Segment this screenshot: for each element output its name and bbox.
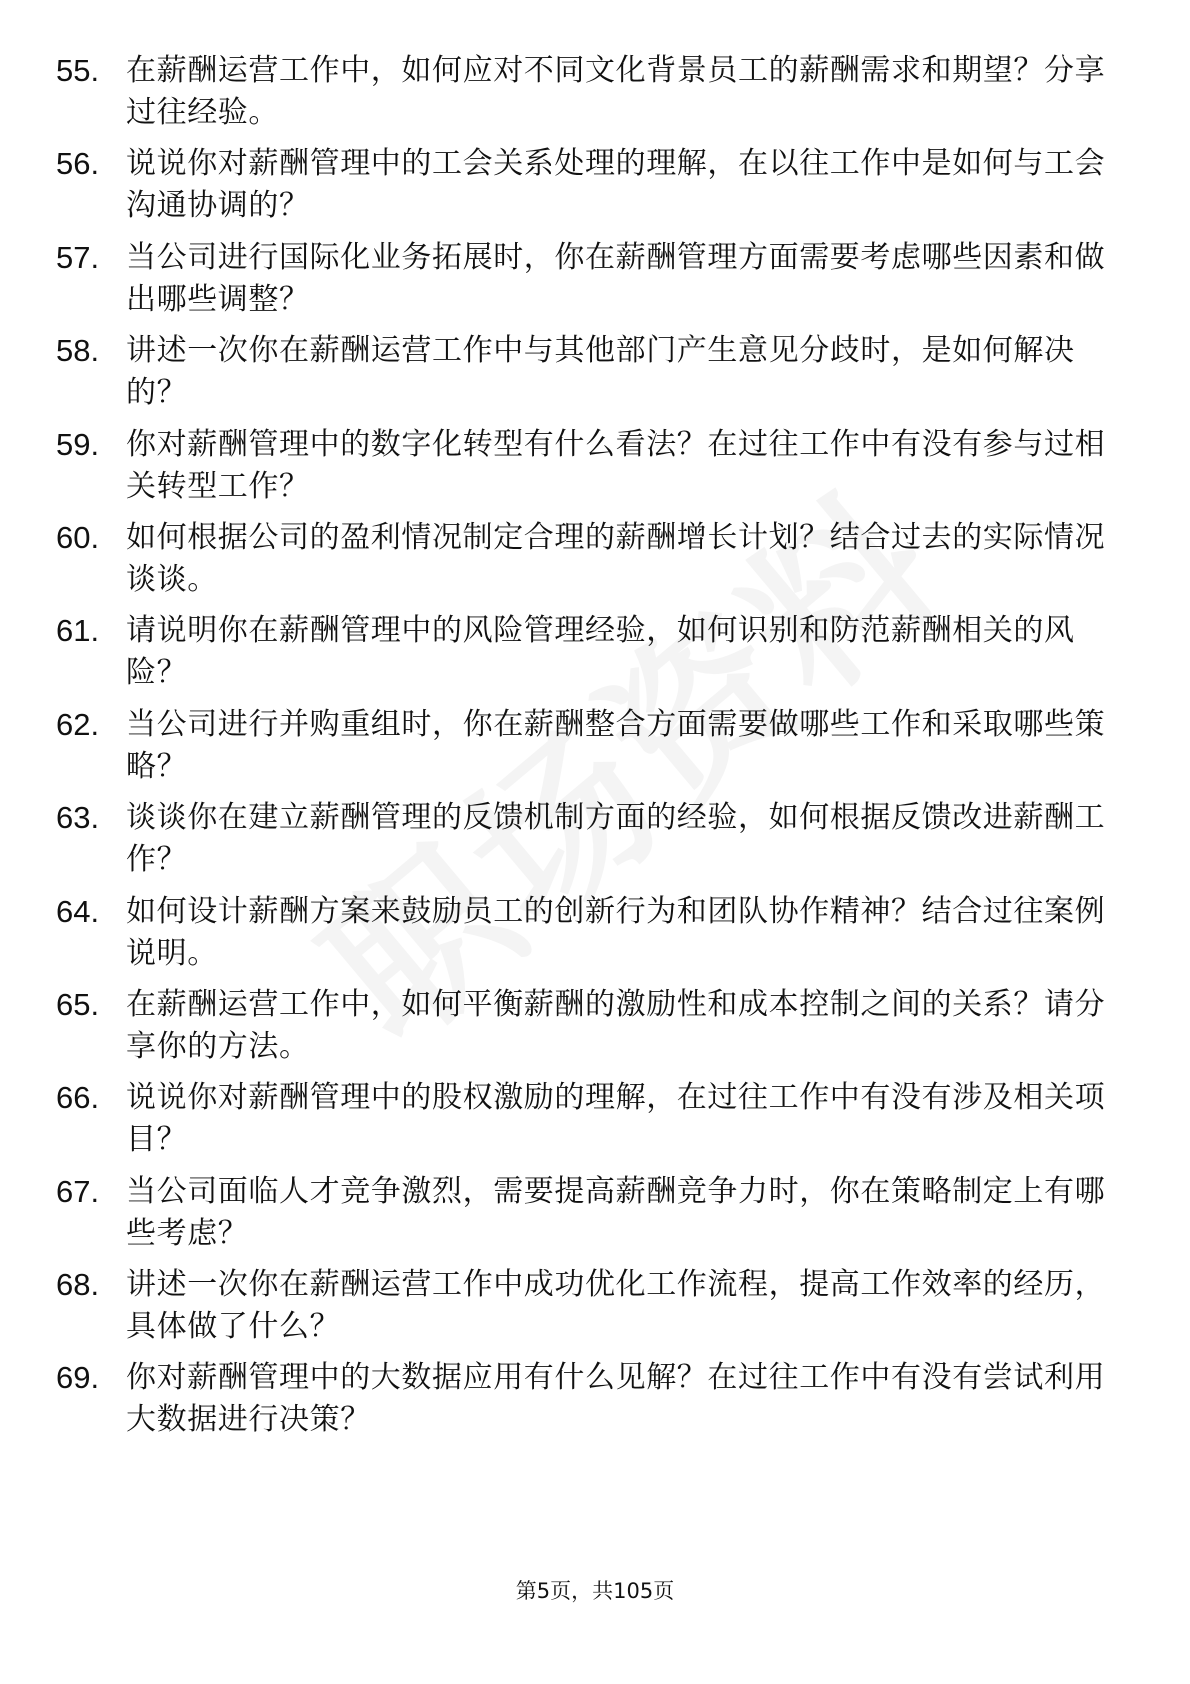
- question-number: 58.: [56, 333, 100, 369]
- question-text: 当公司面临人才竞争激烈，需要提高薪酬竞争力时，你在策略制定上有哪些考虑？: [126, 1173, 1106, 1251]
- question-item: [56, 1077, 1116, 1170]
- question-number: 63.: [56, 800, 100, 836]
- question-number: 59.: [56, 426, 100, 462]
- question-number: 64.: [56, 893, 100, 929]
- question-item: [56, 330, 1116, 423]
- question-item: [56, 517, 1116, 610]
- question-text: 你对薪酬管理中的大数据应用有什么见解？在过往工作中有没有尝试利用大数据进行决策？: [126, 1360, 1106, 1438]
- question-number: 57.: [56, 239, 100, 275]
- page-footer: [0, 1578, 1190, 1604]
- question-number: 60.: [56, 519, 100, 555]
- question-item: [56, 891, 1116, 984]
- question-text: 讲述一次你在薪酬运营工作中与其他部门产生意见分歧时，是如何解决的？: [126, 333, 1075, 411]
- question-number: 68.: [56, 1267, 100, 1303]
- question-number: 69.: [56, 1360, 100, 1396]
- question-number: 65.: [56, 986, 100, 1022]
- question-number: 67.: [56, 1173, 100, 1209]
- question-item: [56, 50, 1116, 143]
- question-item: [56, 797, 1116, 890]
- question-text: 说说你对薪酬管理中的工会关系处理的理解，在以往工作中是如何与工会沟通协调的？: [126, 146, 1106, 224]
- question-text: 说说你对薪酬管理中的股权激励的理解，在过往工作中有没有涉及相关项目？: [126, 1080, 1106, 1158]
- question-number: 66.: [56, 1080, 100, 1116]
- question-text: 当公司进行国际化业务拓展时，你在薪酬管理方面需要考虑哪些因素和做出哪些调整？: [126, 239, 1106, 317]
- question-item: [56, 610, 1116, 703]
- question-item: [56, 424, 1116, 517]
- question-text: 如何设计薪酬方案来鼓励员工的创新行为和团队协作精神？结合过往案例说明。: [126, 893, 1106, 971]
- question-text: 谈谈你在建立薪酬管理的反馈机制方面的经验，如何根据反馈改进薪酬工作？: [126, 800, 1106, 878]
- question-item: [56, 1357, 1116, 1450]
- question-item: [56, 1264, 1116, 1357]
- question-text: 在薪酬运营工作中，如何应对不同文化背景员工的薪酬需求和期望？分享过往经验。: [126, 53, 1106, 130]
- question-item: [56, 1171, 1116, 1264]
- question-text: 当公司进行并购重组时，你在薪酬整合方面需要做哪些工作和采取哪些策略？: [126, 706, 1106, 784]
- question-number: 61.: [56, 613, 100, 649]
- question-number: 56.: [56, 146, 100, 182]
- question-item: [56, 704, 1116, 797]
- page-number-label: 第5页，共105页: [515, 1579, 675, 1603]
- question-list: [56, 50, 1116, 1451]
- question-text: 讲述一次你在薪酬运营工作中成功优化工作流程，提高工作效率的经历，具体做了什么？: [126, 1267, 1106, 1345]
- question-item: [56, 984, 1116, 1077]
- question-number: 62.: [56, 706, 100, 742]
- question-item: [56, 237, 1116, 330]
- question-text: 在薪酬运营工作中，如何平衡薪酬的激励性和成本控制之间的关系？请分享你的方法。: [126, 986, 1106, 1064]
- question-text: 请说明你在薪酬管理中的风险管理经验，如何识别和防范薪酬相关的风险？: [126, 613, 1075, 691]
- question-item: [56, 143, 1116, 236]
- question-text: 你对薪酬管理中的数字化转型有什么看法？在过往工作中有没有参与过相关转型工作？: [126, 426, 1106, 504]
- question-number: 55.: [56, 53, 100, 88]
- question-text: 如何根据公司的盈利情况制定合理的薪酬增长计划？结合过去的实际情况谈谈。: [126, 519, 1106, 597]
